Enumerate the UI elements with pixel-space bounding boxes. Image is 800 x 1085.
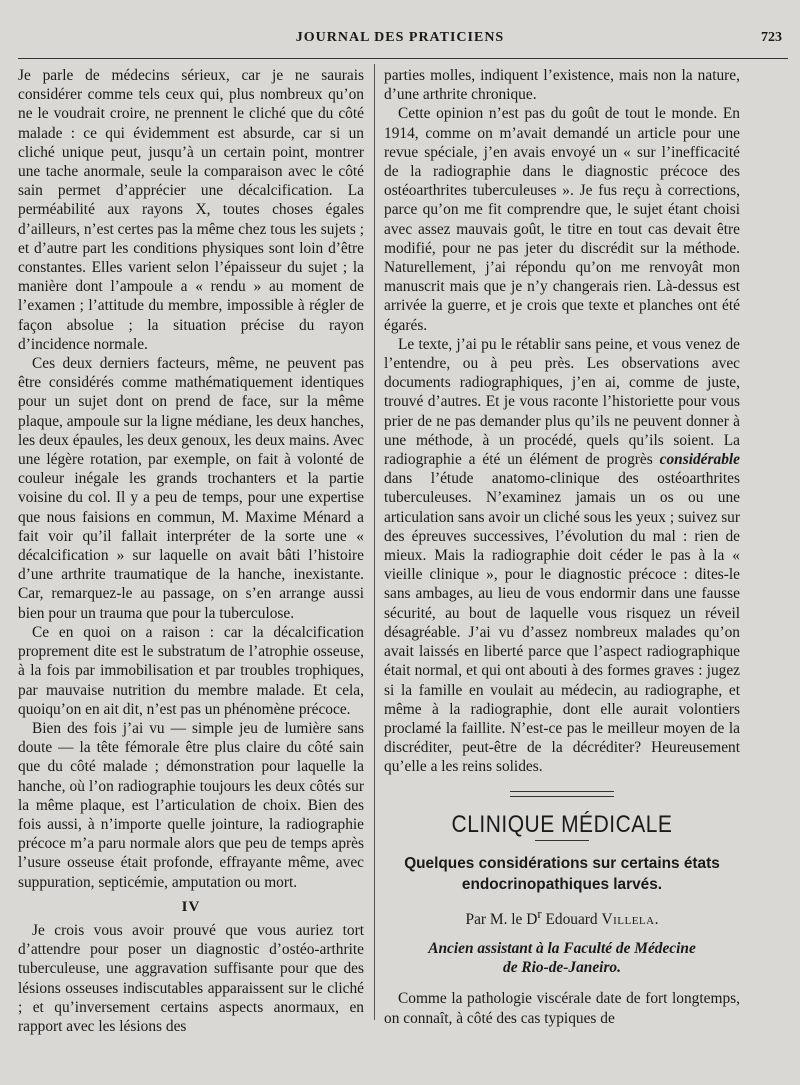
section-number: IV <box>181 898 201 915</box>
left-column <box>18 66 364 1036</box>
paragraph: Cette opinion n’est pas du goût de tout le monde. En 1914, comme on m’avait demandé un article pour une revue spéciale, j’en avais envoyé un « sur l’inefficacité de la radiographie dans le diagnostic précoce des ostéoarthrites tuberculeuses ». Je fus reçu à corrections, parce qu’on me fit comprendre que, le sujet étant choisi avec assez mauvais goût, le titre en tout cas devait être modifié, pour ne pas jeter du discrédit sur la méthode. Naturellement, j’ai répondu qu’on me renvoyât mon manuscrit mais que je n’y changerais rien. Là-dessus est arrivée la guerre, et je crois que texte et planches ont été égarés. <box>384 105 740 334</box>
byline-end: . <box>654 910 659 928</box>
paragraph: Ce en quoi on a raison : car la décalcification proprement dite est le substratum de l’atrophie osseuse, à la fois par immobilisation et par troubles trophiques, par mauvaise nutrition du membre malade. Et cela, quoiqu’on en ait dit, n’est pas un phénomène précoce. <box>18 623 364 718</box>
rule-separator <box>535 840 589 841</box>
double-rule-separator <box>510 791 614 797</box>
emphasis: considérable <box>659 451 740 469</box>
text-run: Le texte, j’ai pu le rétablir sans peine, et vous venez de l’entendre, ou à peu près. Les observations avec documents radiographiques, j’en ai, comme de juste, trouvé d’autres. Et je vous raconte l’historiette pour vous prier de ne pas demander plus qu’ils ne peuvent donner à une méthode, à un procédé, quels qu’ils soient. La radiographie a été un élément de progrès <box>384 335 740 469</box>
paragraph: Ces deux derniers facteurs, même, ne peuvent pas être considérés comme mathématiquement identiques pour un sujet dont on prend de face, sur la même plaque, ampoule sur la ligne médiane, les deux hanches, les deux épaules, les deux genoux, les deux mains. Avec une légère rotation, par exemple, on fait à volonté de couleur inégale les grands trochanters et la partie voisine du col. Il y a peu de temps, pour une expertise que nous faisions en commun, M. Maxime Ménard a fait voir qu’il fallait interpréter de la sorte une « décalcification » sur laquelle on avait bâti l’histoire d’une arthrite traumatique de la hanche, inexistante. Car, remarquez-le au passage, on s’en arrange aussi bien pour un trauma que pour la tuberculose. <box>18 355 364 622</box>
running-head <box>0 30 800 50</box>
paragraph <box>384 335 740 777</box>
section-rubric: CLINIQUE MÉDICALE <box>451 810 673 838</box>
byline-superscript: r <box>537 906 542 921</box>
affiliation-line: de Rio-de-Janeiro. <box>503 959 621 977</box>
header-rule <box>18 58 788 59</box>
journal-title: JOURNAL DES PRATICIENS <box>295 30 505 45</box>
byline <box>384 905 740 929</box>
article-title: Quelques considérations sur certains états endocrinopathiques larvés. <box>404 854 720 893</box>
paragraph: Je crois vous avoir prouvé que vous auriez tort d’attendre pour poser un diagnostic d’ostéo-arthrite tuberculeuse, une aggravation suffisante pour que des lésions osseuses indiscutables apparaissent sur le cliché ; et qu’inversement certains aspects anormaux, en rapport avec les lésions des <box>18 921 364 1035</box>
text-run: dans l’étude anatomo-clinique des ostéoarthrites tuberculeuses. N’examinez jamais un os ou une articulation sans avoir un cliché sous les yeux ; suivez sur des épreuves successives, l’évolution du mal : rien de mieux. Mais la radiographie doit céder le pas à la « vieille clinique », pour le diagnostic précoce : dites-le sans ambages, au lieu de vous endormir dans une fausse sécurité, au bout de laquelle vous risquez un réveil désagréable. J’ai vu d’assez nombreux malades qu’on avait laissés en liberté parce que l’aspect radiographique était normal, et qui ont abouti à des formes graves : jugez si la famille en voulait au médecin, au radiographe, et même à la radiographie, dont elle aurait volontiers proclamé la faillite. N’est-ce pas le meilleur moyen de la discréditer, peut-être de la décréditer? Heureusement qu’elle a les reins solides. <box>384 470 740 776</box>
author-last-name: Villela <box>601 910 655 928</box>
paragraph: Je parle de médecins sérieux, car je ne saurais considérer comme tels ceux qui, plus nombreux qu’on ne le voudrait croire, ne prennent le cliché que du côté malade : ce qui évidemment est absurde, car si un cliché unique peut, jusqu’à un certain point, montrer une tache anormale, seule la comparaison avec le côté sain permet d’apprécier une décalcification. La perméabilité aux rayons X, toutes choses égales d’ailleurs, n’est certes pas la même chez tous les sujets ; et d’autre part les conditions physiques sont loin d’être constantes. Elles varient selon l’épaisseur du sujet ; la manière dont l’ampoule a « rendu » au moment de l’examen ; l’attitude du membre, impossible à régler de façon absolue ; la situation précise du rayon d’incidence normale. <box>18 67 364 353</box>
byline-prefix: Par M. le D <box>465 910 538 928</box>
affiliation-line: Ancien assistant à la Faculté de Médecine <box>428 940 696 958</box>
paragraph: Comme la pathologie viscérale date de fort longtemps, on connaît, à côté des cas typiques de <box>384 990 740 1027</box>
paragraph: parties molles, indiquent l’existence, mais non la nature, d’une arthrite chronique. <box>384 67 740 104</box>
page-number: 723 <box>761 30 782 45</box>
column-rule <box>374 64 375 1020</box>
paragraph: Bien des fois j’ai vu — simple jeu de lumière sans doute — la tête fémorale être plus claire du côté sain que du côté malade ; démonstration pour laquelle la hanche, où l’on radiographie toujours les deux côtés sur la même plaque, est l’articulation de choix. Bien des fois aussi, à n’importe quelle jointure, la radiographie précoce m’a paru normale alors que peu de temps après l’usure osseuse était profonde, effrayante même, avec suppuration, septicémie, amputation ou mort. <box>18 719 364 891</box>
author-affiliation <box>384 939 740 977</box>
author-first-name: Edouard <box>541 910 602 928</box>
right-column <box>384 66 740 1028</box>
